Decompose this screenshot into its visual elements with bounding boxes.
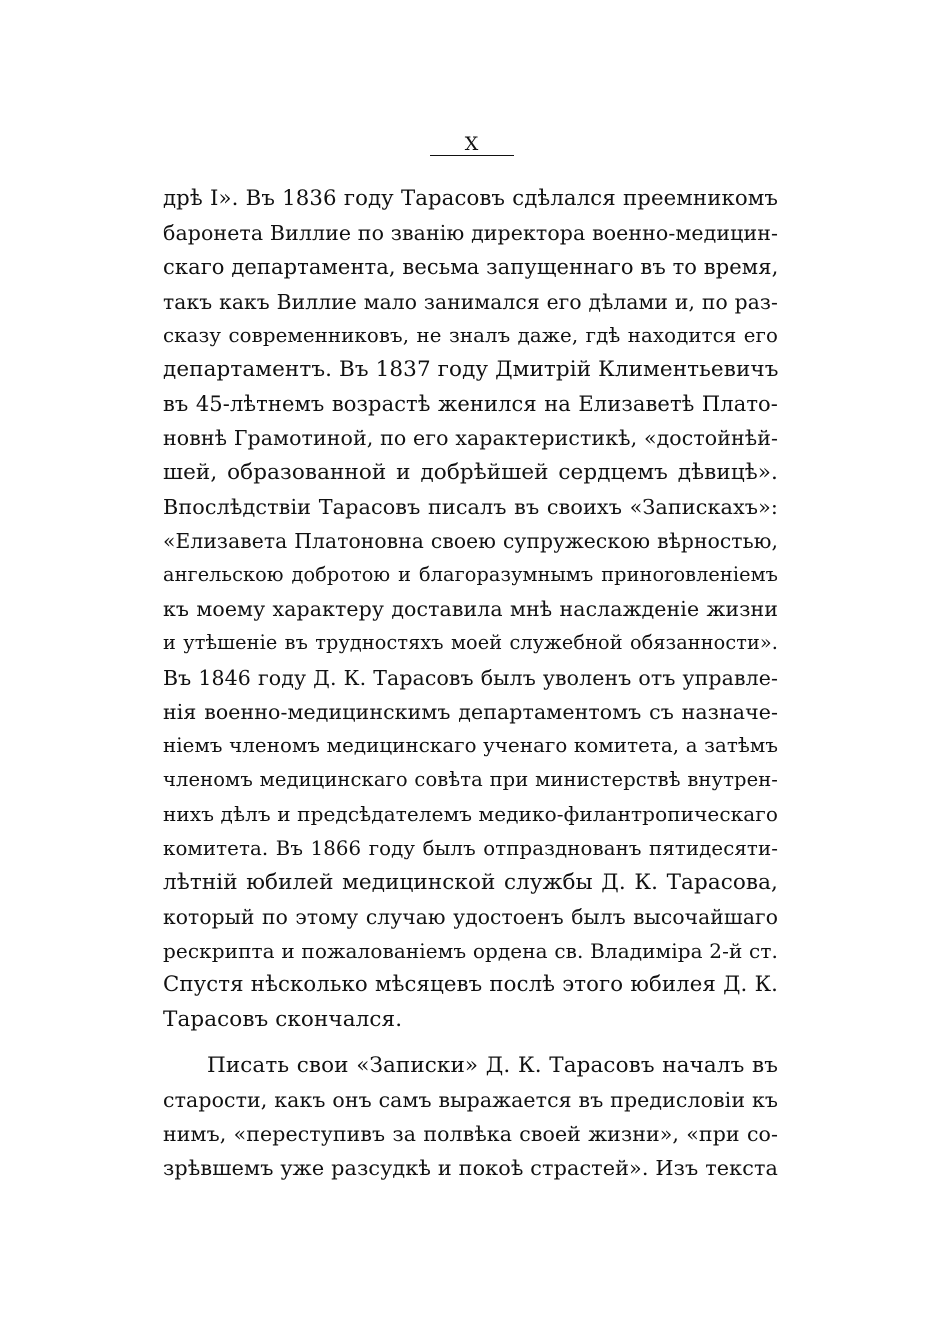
- text-line: дрѣ I». Въ 1836 году Тарасовъ сдѣлался преемникомъ: [163, 186, 778, 211]
- text-line: нія военно-медицинскимъ департаментомъ съ назначе-: [163, 699, 778, 724]
- text-line: скаго департамента, весьма запущеннаго въ то время,: [163, 255, 779, 280]
- text-line: рескрипта и пожалованіемъ ордена св. Владиміра 2-й ст.: [163, 939, 778, 964]
- text-line: Писать свои «Записки» Д. К. Тарасовъ началъ въ: [207, 1052, 778, 1078]
- text-line: баронета Виллие по званію директора военно-медицин-: [163, 221, 778, 246]
- text-line: къ моему характеру доставила мнѣ наслажденіе жизни: [163, 597, 778, 622]
- paragraph-1: [163, 182, 778, 1037]
- text-line: новнѣ Грамотиной, по его характеристикѣ, «достойнѣй-: [163, 426, 778, 451]
- paragraph-2: [163, 1049, 778, 1186]
- text-line: комитета. Въ 1866 году былъ отпразднованъ пятидесяти-: [163, 836, 778, 860]
- page-number: X: [464, 133, 480, 155]
- text-line: нимъ, «переступивъ за полвѣка своей жизни», «при со-: [163, 1122, 778, 1147]
- body-text: [163, 182, 778, 1185]
- text-line: и утѣшеніе въ трудностяхъ моей служебной обязанности».: [163, 631, 778, 655]
- text-line: ніемъ членомъ медицинскаго ученаго комитета, а затѣмъ: [163, 734, 778, 757]
- text-line: Впослѣдствіи Тарасовъ писалъ въ своихъ «Запискахъ»:: [163, 494, 778, 519]
- text-line: «Елизавета Платоновна своею супружескою вѣрностью,: [163, 528, 778, 553]
- text-line: ангельскою добротою и благоразумнымъ принorовленіемъ: [163, 563, 778, 587]
- text-line: сказу современниковъ, не зналъ даже, гдѣ находится его: [163, 323, 778, 347]
- text-line: шей, образованной и добрѣйшей сердцемъ дѣвицѣ».: [163, 459, 778, 485]
- text-line: Спустя нѣсколько мѣсяцевъ послѣ этого юбилея Д. К.: [163, 972, 778, 998]
- text-line: Въ 1846 году Д. К. Тарасовъ былъ уволенъ отъ управле-: [163, 665, 778, 690]
- text-line: нихъ дѣлъ и предсѣдателемъ медико-филантропическаго: [163, 802, 778, 827]
- page-number-rule: [430, 155, 514, 156]
- text-line: членомъ медицинскаго совѣта при министерствѣ внутрен-: [163, 768, 778, 792]
- text-line: такъ какъ Виллие мало занимался его дѣлами и, по раз-: [163, 289, 778, 314]
- text-line: старости, какъ онъ самъ выражается въ предисловіи къ: [163, 1087, 778, 1112]
- text-line: который по этому случаю удостоенъ былъ высочайшаго: [163, 904, 778, 929]
- text-line: зрѣвшемъ уже разсудкѣ и покоѣ страстей». Изъ текста: [163, 1156, 778, 1181]
- text-line: въ 45-лѣтнемъ возрастѣ женился на Елизаветѣ Плато-: [163, 392, 778, 417]
- paragraph-gap: [163, 1037, 778, 1049]
- text-line: департаментъ. Въ 1837 году Дмитрій Климентьевичъ: [163, 356, 779, 382]
- text-line: лѣтній юбилей медицинской службы Д. К. Тарасова,: [163, 869, 778, 895]
- text-line: Тарасовъ скончался.: [163, 1006, 403, 1032]
